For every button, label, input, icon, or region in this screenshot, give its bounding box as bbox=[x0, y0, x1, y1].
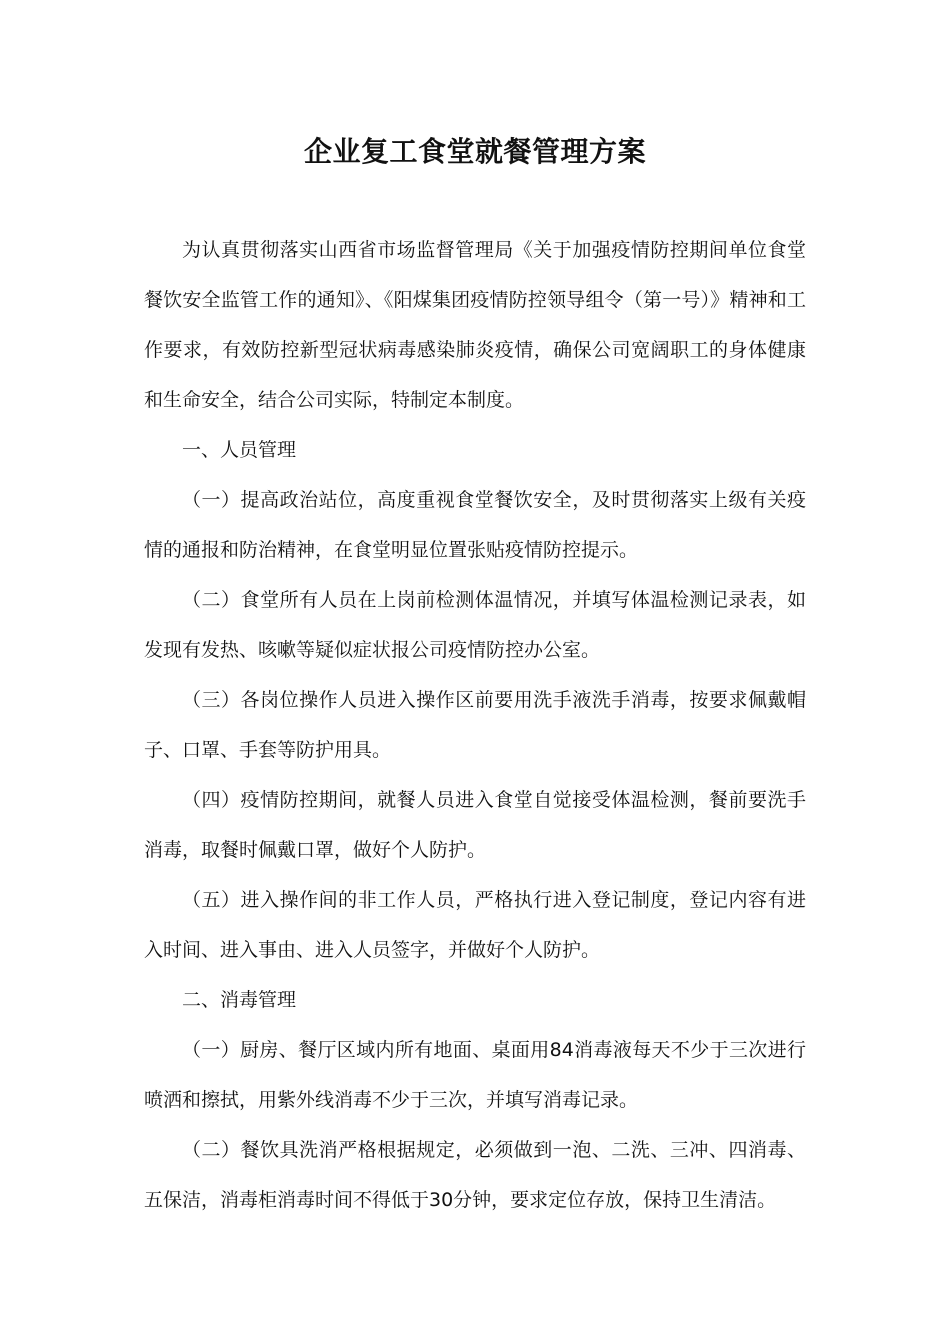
personnel-item-4: （四）疫情防控期间，就餐人员进入食堂自觉接受体温检测，餐前要洗手消毒，取餐时佩戴口罩，做好个人防护。 bbox=[144, 789, 806, 861]
personnel-item-2: （二）食堂所有人员在上岗前检测体温情况，并填写体温检测记录表，如发现有发热、咳嗽等疑似症状报公司疫情防控办公室。 bbox=[144, 589, 806, 661]
personnel-item-3: （三）各岗位操作人员进入操作区前要用洗手液洗手消毒，按要求佩戴帽子、口罩、手套等防护用具。 bbox=[144, 689, 806, 761]
document-body bbox=[144, 225, 806, 1225]
intro-paragraph: 为认真贯彻落实山西省市场监督管理局《关于加强疫情防控期间单位食堂餐饮安全监管工作的通知》、《阳煤集团疫情防控领导组令（第一号）》精神和工作要求，有效防控新型冠状病毒感染肺炎疫情，确保公司宽阔职工的身体健康和生命安全，结合公司实际，特制定本制度。 bbox=[144, 239, 806, 411]
disinfection-item-1: （一）厨房、餐厅区域内所有地面、桌面用84消毒液每天不少于三次进行喷洒和擦拭，用紫外线消毒不少于三次，并填写消毒记录。 bbox=[144, 1039, 806, 1111]
section-heading-personnel: 一、人员管理 bbox=[182, 439, 297, 461]
personnel-item-5: （五）进入操作间的非工作人员，严格执行进入登记制度，登记内容有进入时间、进入事由、进入人员签字，并做好个人防护。 bbox=[144, 889, 806, 961]
section-heading-disinfection: 二、消毒管理 bbox=[182, 989, 297, 1011]
personnel-item-1: （一）提高政治站位，高度重视食堂餐饮安全，及时贯彻落实上级有关疫情的通报和防治精神，在食堂明显位置张贴疫情防控提示。 bbox=[144, 489, 806, 561]
disinfection-item-2: （二）餐饮具洗消严格根据规定，必须做到一泡、二洗、三冲、四消毒、五保洁，消毒柜消毒时间不得低于30分钟，要求定位存放，保持卫生清洁。 bbox=[144, 1139, 806, 1211]
document-title: 企业复工食堂就餐管理方案 bbox=[303, 135, 646, 168]
